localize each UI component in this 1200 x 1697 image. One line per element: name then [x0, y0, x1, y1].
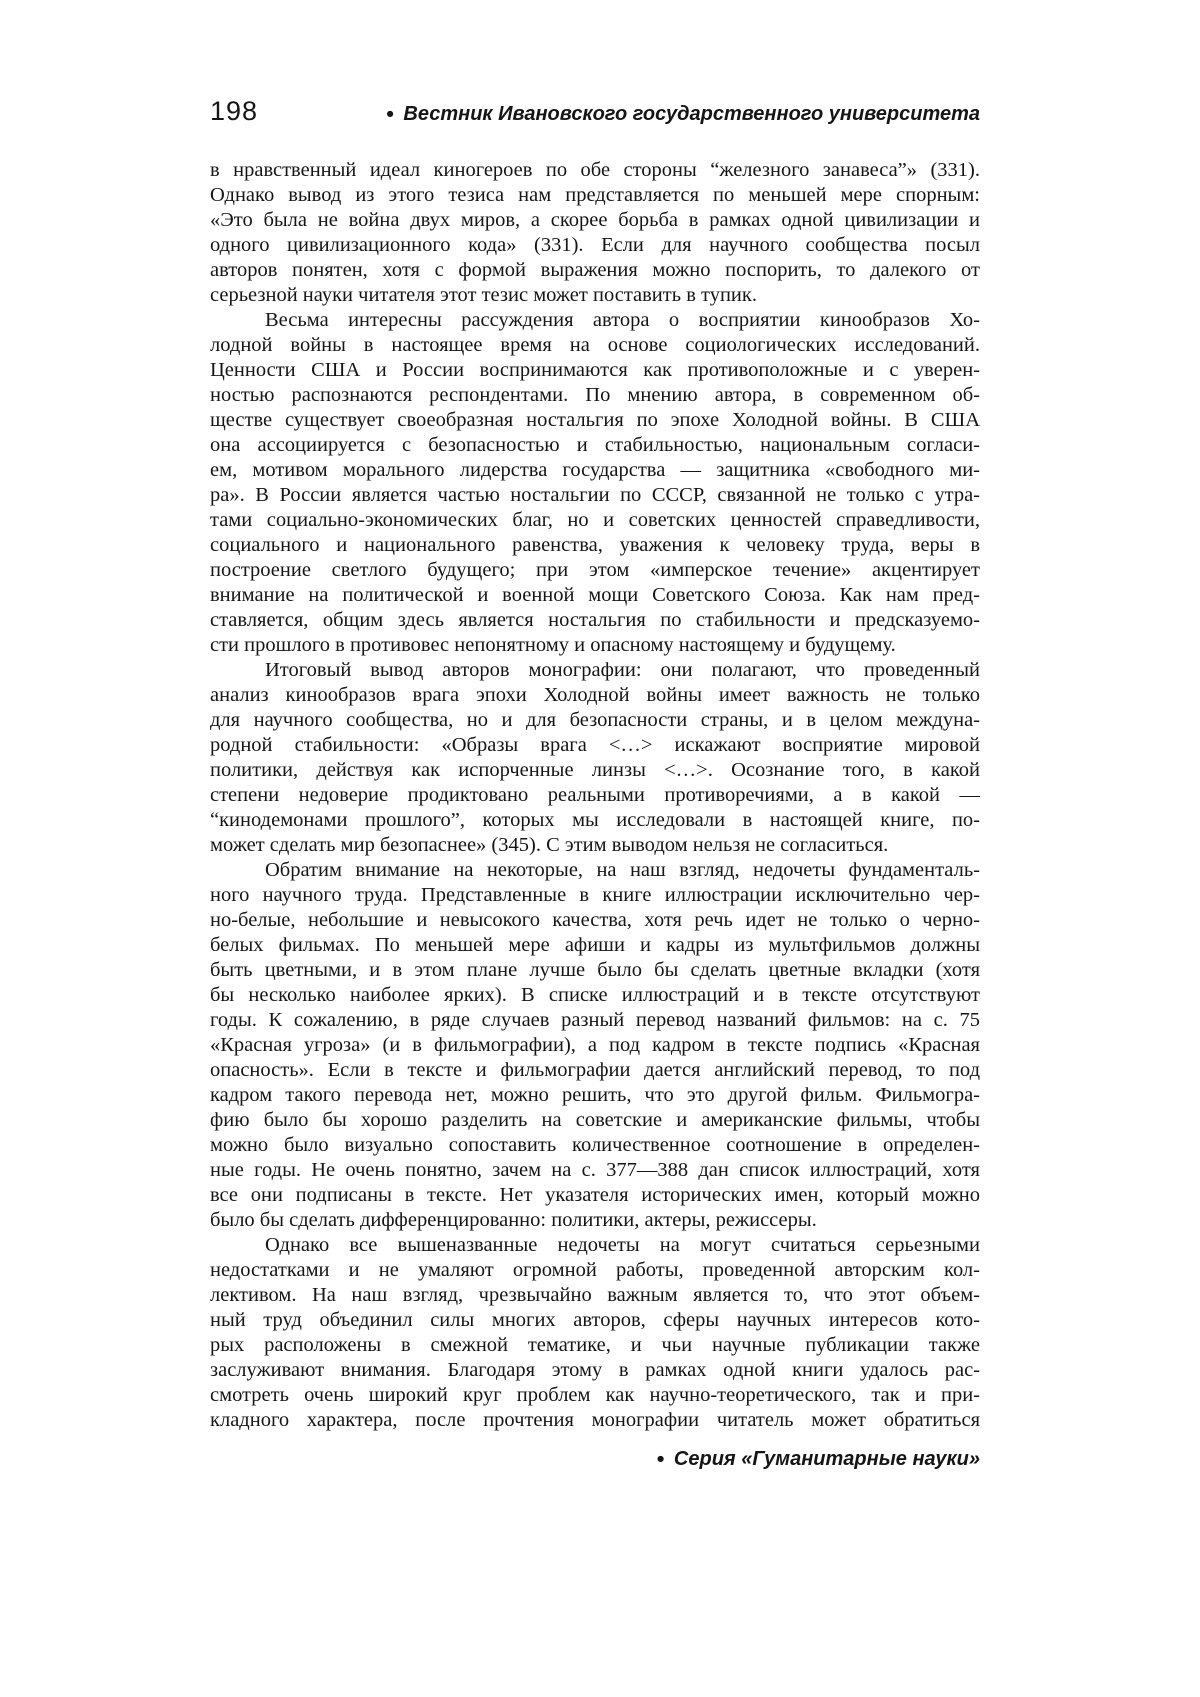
text-line: родной стабильности: «Образы врага <…> искажают восприятие мировой: [210, 734, 980, 756]
text-line: может сделать мир безопаснее» (345). С этим выводом нельзя не согласиться.: [210, 834, 889, 856]
text-line: ра». В России является частью ностальгии по СССР, связанной не только с утра-: [210, 484, 980, 506]
text-line: Однако все вышеназванные недочеты на могут считаться серьезными: [265, 1234, 980, 1256]
page-footer: [210, 1448, 980, 1471]
text-line: смотреть очень широкий круг проблем как научно-теоретического, так и при-: [210, 1384, 980, 1406]
text-line: она ассоциируется с безопасностью и стабильностью, национальным согласи-: [210, 434, 980, 456]
text-line: «Красная угроза» (и в фильмографии), а под кадром в тексте подпись «Красная: [210, 1034, 980, 1056]
text-line: ный труд объединил силы многих авторов, сферы научных интересов кото-: [210, 1309, 980, 1331]
text-line: социального и национального равенства, уважения к человеку труда, веры в: [210, 534, 980, 556]
text-line: ем, мотивом морального лидерства государства — защитника «свободного ми-: [210, 459, 980, 481]
text-line: рых расположены в смежной тематике, и чьи научные публикации также: [210, 1334, 980, 1356]
text-line: ставляется, общим здесь является ностальгия по стабильности и предсказуемо-: [210, 609, 980, 631]
text-line: внимание на политической и военной мощи Советского Союза. Как нам пред-: [210, 584, 980, 606]
article-body: [210, 158, 980, 1433]
text-line: ществе существует своеобразная ностальгия по эпохе Холодной войны. В США: [210, 409, 980, 431]
text-line: анализ кинообразов врага эпохи Холодной войны имеет важность не только: [210, 684, 980, 706]
text-line: политики, действуя как испорченные линзы <…>. Осознание того, в какой: [210, 759, 980, 781]
text-line: “кинодемонами прошлого”, которых мы исследовали в настоящей книге, по-: [210, 809, 980, 831]
text-line: Однако вывод из этого тезиса нам представляется по меньшей мере спорным:: [210, 184, 980, 206]
text-line: недостатками и не умаляют огромной работы, проведенной авторским кол-: [210, 1259, 980, 1281]
text-line: все они подписаны в тексте. Нет указателя исторических имен, который можно: [210, 1184, 980, 1206]
text-line: для научного сообщества, но и для безопасности страны, и в целом междуна-: [210, 709, 980, 731]
text-line: кладного характера, после прочтения монографии читатель может обратиться: [210, 1409, 980, 1431]
page-number: 198: [210, 96, 259, 126]
text-line: построение светлого будущего; при этом «имперское течение» акцентирует: [210, 559, 980, 581]
text-line: авторов понятен, хотя с формой выражения можно поспорить, то далекого от: [210, 259, 980, 281]
text-line: «Это была не война двух миров, а скорее борьба в рамках одной цивилизации и: [210, 209, 980, 231]
bullet-icon: ●: [656, 1451, 665, 1467]
text-line: но-белые, небольшие и невысокого качества, хотя речь идет не только о черно-: [210, 909, 980, 931]
text-line: бы несколько наиболее ярких). В списке иллюстраций и в тексте отсутствуют: [210, 984, 980, 1006]
text-line: было бы сделать дифференцированно: политики, актеры, режиссеры.: [210, 1209, 817, 1231]
text-line: ные годы. Не очень понятно, зачем на с. 377—388 дан список иллюстраций, хотя: [210, 1159, 980, 1181]
text-line: быть цветными, и в этом плане лучше было бы сделать цветные вкладки (хотя: [210, 959, 980, 981]
text-line: можно было визуально сопоставить количественное соотношение в определен-: [210, 1134, 980, 1156]
text-line: годы. К сожалению, в ряде случаев разный перевод названий фильмов: на с. 75: [210, 1009, 980, 1031]
text-line: Обратим внимание на некоторые, на наш взгляд, недочеты фундаменталь-: [265, 859, 980, 881]
text-line: белых фильмах. По меньшей мере афиши и кадры из мультфильмов должны: [210, 934, 980, 956]
text-line: опасность». Если в тексте и фильмографии дается английский перевод, то под: [210, 1059, 980, 1081]
text-line: лодной войны в настоящее время на основе социологических исследований.: [210, 334, 980, 356]
text-line: Ценности США и России воспринимаются как противоположные и с уверен-: [210, 359, 980, 381]
text-line: серьезной науки читателя этот тезис может поставить в тупик.: [210, 284, 757, 306]
text-line: степени недоверие продиктовано реальными противоречиями, а в какой —: [210, 784, 980, 806]
text-line: сти прошлого в противовес непонятному и опасному настоящему и будущему.: [210, 634, 896, 656]
text-line: лективом. На наш взгляд, чрезвычайно важным является то, что этот объем-: [210, 1284, 980, 1306]
text-line: фию было бы хорошо разделить на советские и американские фильмы, чтобы: [210, 1109, 980, 1131]
series-title-text: Серия «Гуманитарные науки»: [673, 1448, 980, 1470]
text-line: ного научного труда. Представленные в книге иллюстрации исключительно чер-: [210, 884, 980, 906]
text-line: кадром такого перевода нет, можно решить, что это другой фильм. Фильмогра-: [210, 1084, 980, 1106]
text-line: заслуживают внимания. Благодаря этому в рамках одной книги удалось рас-: [210, 1359, 980, 1381]
journal-running-head: [386, 103, 980, 126]
page-header: [210, 96, 980, 127]
text-line: Весьма интересны рассуждения автора о восприятии кинообразов Хо-: [265, 309, 980, 331]
text-line: одного цивилизационного кода» (331). Если для научного сообщества посыл: [210, 234, 980, 256]
text-line: тами социально-экономических благ, но и советских ценностей справедливости,: [210, 509, 980, 531]
text-line: в нравственный идеал киногероев по обе стороны “железного занавеса”» (331).: [210, 159, 980, 181]
bullet-icon: ●: [385, 106, 395, 122]
text-line: Итоговый вывод авторов монографии: они полагают, что проведенный: [265, 659, 980, 681]
journal-title-text: Вестник Ивановского государственного университета: [403, 103, 980, 125]
text-line: ностью распознаются респондентами. По мнению автора, в современном об-: [210, 384, 980, 406]
